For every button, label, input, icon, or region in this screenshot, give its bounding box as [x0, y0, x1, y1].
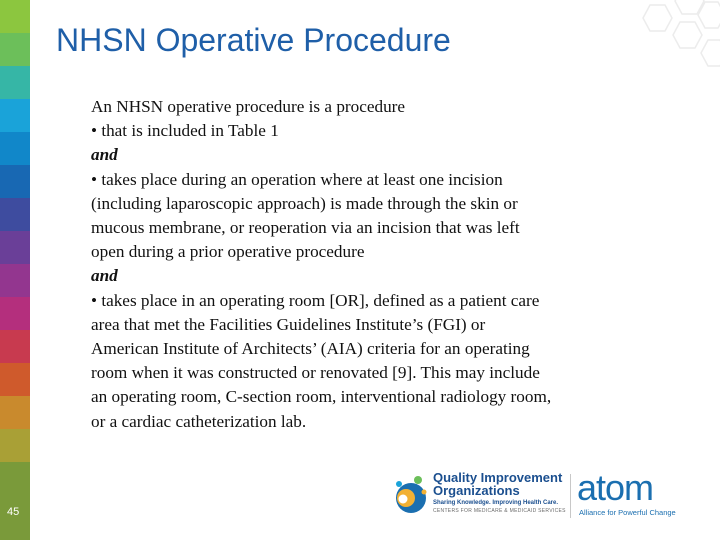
- hexagon-pattern: [530, 0, 720, 90]
- stripe-segment: [0, 396, 30, 429]
- qio-name-line2: Organizations: [433, 483, 520, 498]
- stripe-segment: [0, 330, 30, 363]
- logo-divider: [570, 474, 571, 518]
- body-line: mucous membrane, or reoperation via an incision that was left: [91, 218, 520, 238]
- qio-name: [433, 471, 562, 497]
- stripe-segment: [0, 462, 30, 495]
- stripe-segment: [0, 99, 30, 132]
- stripe-segment: [0, 363, 30, 396]
- stripe-segment: [0, 165, 30, 198]
- qio-subline: CENTERS FOR MEDICARE & MEDICAID SERVICES: [433, 508, 566, 514]
- stripe-segment: [0, 231, 30, 264]
- body-line: An NHSN operative procedure is a procedure: [91, 97, 406, 116]
- atom-tagline: Alliance for Powerful Change: [579, 508, 676, 517]
- left-color-stripe: [0, 0, 30, 540]
- slide-body: [91, 95, 661, 434]
- slide-title: NHSN Operative Procedure: [56, 22, 451, 58]
- body-line: or a cardiac catheterization lab.: [91, 411, 307, 431]
- stripe-segment: [0, 429, 30, 462]
- body-line: • takes place during an operation where at least one incision: [91, 169, 503, 189]
- body-line: • that is included in Table 1: [91, 121, 279, 141]
- conjunction-text: and: [91, 145, 118, 165]
- body-line: area that met the Facilities Guidelines Institute’s (FGI) or: [91, 314, 486, 334]
- body-line: American Institute of Architects’ (AIA) criteria for an operating: [91, 339, 530, 359]
- stripe-segment: [0, 66, 30, 99]
- qio-tagline: Sharing Knowledge. Improving Health Care.: [433, 500, 559, 506]
- stripe-segment: [0, 198, 30, 231]
- stripe-segment: [0, 0, 30, 33]
- body-line: (including laparoscopic approach) is made through the skin or: [91, 193, 518, 213]
- conjunction-text: and: [91, 266, 118, 286]
- body-line: an operating room, C-section room, interventional radiology room,: [91, 387, 552, 407]
- stripe-segment: [0, 297, 30, 330]
- qio-mark-icon: [392, 468, 430, 518]
- qio-name-line1: Quality Improvement: [433, 470, 563, 485]
- slide-number: 45: [7, 506, 20, 518]
- body-line: room when it was constructed or renovated [9]. This may include: [91, 363, 540, 383]
- body-line: • takes place in an operating room [OR], defined as a patient care: [91, 290, 540, 310]
- atom-wordmark: atom: [577, 467, 654, 508]
- stripe-segment: [0, 132, 30, 165]
- stripe-segment: [0, 264, 30, 297]
- body-line: open during a prior operative procedure: [91, 242, 365, 262]
- stripe-segment: [0, 33, 30, 66]
